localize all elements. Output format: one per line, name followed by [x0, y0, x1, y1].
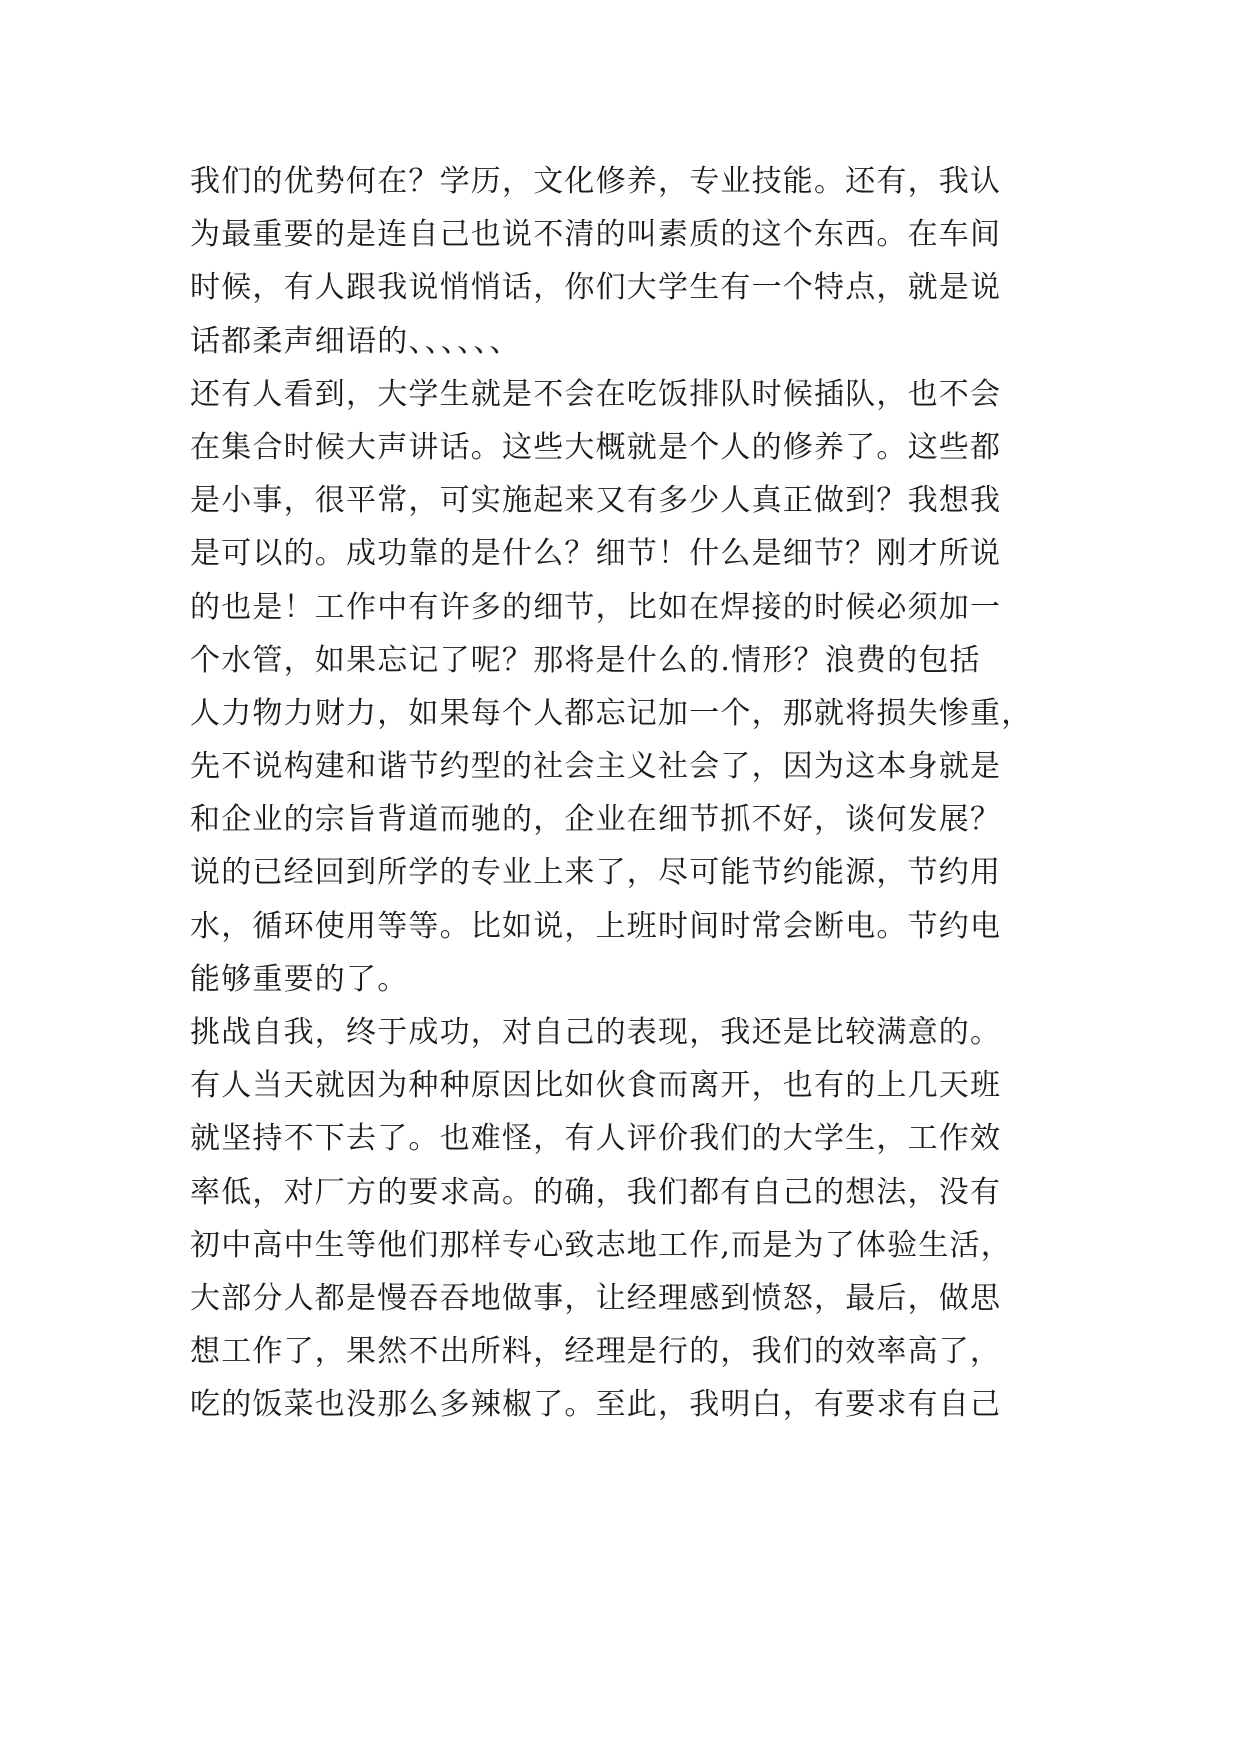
text-line-21: 初中高中生等他们那样专心致志地工作,而是为了体验生活，: [190, 1227, 1012, 1263]
text-line-8: 是可以的。成功靠的是什么？细节！什么是细节？刚才所说: [190, 536, 1002, 572]
text-line-14: 说的已经回到所学的专业上来了，尽可能节约能源，节约用: [190, 855, 1002, 891]
text-line-19: 就坚持不下去了。也难怪，有人评价我们的大学生，工作效: [190, 1121, 1002, 1157]
text-line-1: 我们的优势何在？学历，文化修养，专业技能。还有，我认: [190, 164, 1002, 199]
text-line-7: 是小事，很平常，可实施起来又有多少人真正做到？我想我: [190, 483, 1002, 519]
text-line-9: 的也是！工作中有许多的细节，比如在焊接的时候必须加一: [190, 589, 1002, 625]
text-line-20: 率低，对厂方的要求高。的确，我们都有自己的想法，没有: [190, 1174, 1002, 1210]
text-line-5: 还有人看到，大学生就是不会在吃饭排队时候插队，也不会: [190, 376, 1002, 412]
text-line-2: 为最重要的是连自己也说不清的叫素质的这个东西。在车间: [190, 217, 1002, 253]
text-line-13: 和企业的宗旨背道而驰的，企业在细节抓不好，谈何发展？: [190, 802, 1002, 838]
text-line-3: 时候，有人跟我说悄悄话，你们大学生有一个特点，就是说: [190, 270, 1002, 306]
text-line-10: 个水管，如果忘记了呢？那将是什么的.情形？浪费的包括: [190, 642, 981, 678]
text-line-17: 挑战自我，终于成功，对自己的表现，我还是比较满意的。: [190, 1015, 1002, 1050]
text-line-11: 人力物力财力，如果每个人都忘记加一个，那就将损失惨重，: [190, 695, 1033, 731]
text-line-22: 大部分人都是慢吞吞地做事，让经理感到愤怒，最后，做思: [190, 1280, 1002, 1316]
text-line-6: 在集合时候大声讲话。这些大概就是个人的修养了。这些都: [190, 429, 1002, 465]
text-line-12: 先不说构建和谐节约型的社会主义社会了，因为这本身就是: [190, 749, 1002, 785]
text-line-24: 吃的饭菜也没那么多辣椒了。至此，我明白，有要求有自己: [190, 1387, 1002, 1423]
text-line-16: 能够重要的了。: [190, 961, 409, 997]
body-text: [190, 155, 1070, 1432]
text-line-15: 水，循环使用等等。比如说，上班时间时常会断电。节约电: [190, 908, 1002, 944]
text-line-18: 有人当天就因为种种原因比如伙食而离开，也有的上几天班: [190, 1068, 1002, 1104]
text-line-4: 话都柔声细语的、、、、、、: [190, 323, 521, 359]
text-line-23: 想工作了，果然不出所料，经理是行的，我们的效率高了，: [190, 1334, 1002, 1370]
